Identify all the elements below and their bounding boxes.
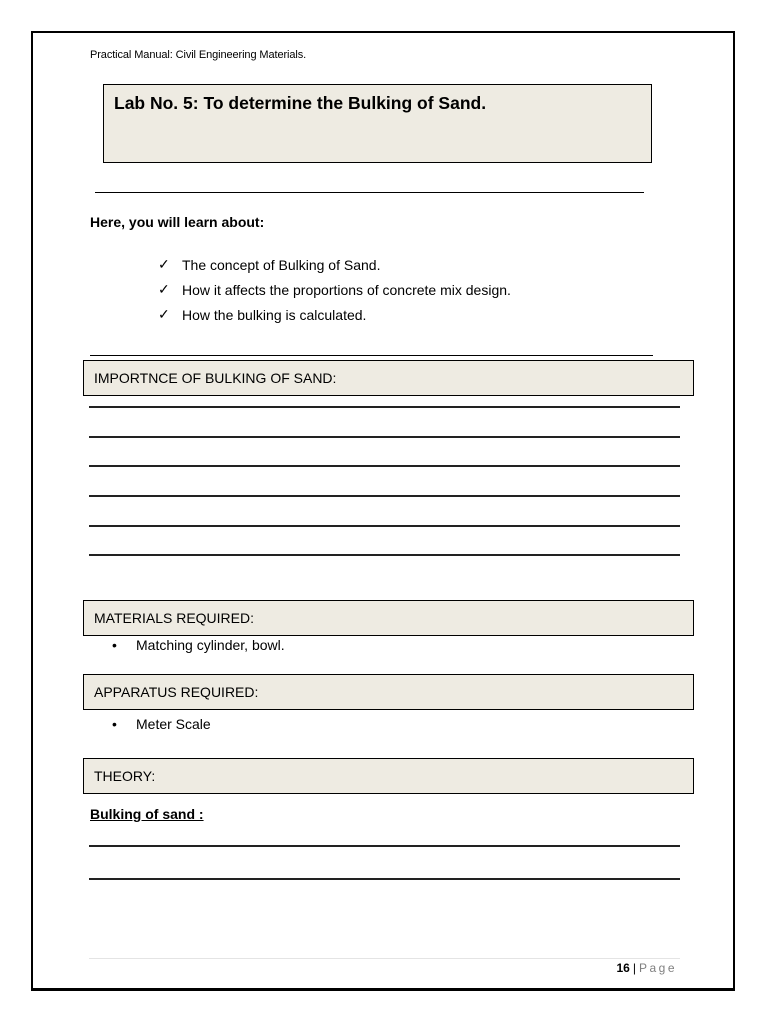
footer-divider xyxy=(89,958,680,959)
checkmark-icon: ✓ xyxy=(158,281,170,297)
list-item xyxy=(158,277,511,302)
lab-title: Lab No. 5: To determine the Bulking of Sand. xyxy=(114,93,487,113)
answer-line[interactable] xyxy=(89,845,680,847)
importance-heading: IMPORTNCE OF BULKING OF SAND: xyxy=(83,360,694,396)
answer-line[interactable] xyxy=(89,495,680,497)
apparatus-item-text: Meter Scale xyxy=(136,716,211,732)
learn-heading: Here, you will learn about: xyxy=(90,214,265,230)
list-item xyxy=(158,252,511,277)
materials-item-text: Matching cylinder, bowl. xyxy=(136,637,285,653)
apparatus-item xyxy=(112,716,211,732)
answer-line[interactable] xyxy=(89,436,680,438)
answer-line[interactable] xyxy=(89,525,680,527)
page-label: Page xyxy=(638,961,677,975)
list-item xyxy=(158,302,511,327)
learn-separator xyxy=(90,355,653,356)
answer-line[interactable] xyxy=(89,465,680,467)
learn-list xyxy=(158,252,511,327)
theory-heading: THEORY: xyxy=(83,758,694,794)
bullet-icon: • xyxy=(112,716,117,732)
page-number: 16 xyxy=(616,961,630,975)
bulking-subheading: Bulking of sand : xyxy=(90,806,204,822)
bullet-icon: • xyxy=(112,637,117,653)
apparatus-heading: APPARATUS REQUIRED: xyxy=(83,674,694,710)
running-header: Practical Manual: Civil Engineering Materials. xyxy=(90,49,307,61)
materials-item xyxy=(112,637,285,653)
lab-title-box xyxy=(103,84,652,163)
page-border xyxy=(31,31,735,991)
page-separator: | xyxy=(632,961,636,975)
answer-line[interactable] xyxy=(89,554,680,556)
title-separator xyxy=(95,192,644,193)
page-footer xyxy=(580,961,677,975)
checkmark-icon: ✓ xyxy=(158,306,170,322)
list-item-text: How it affects the proportions of concrete mix design. xyxy=(182,281,511,298)
list-item-text: How the bulking is calculated. xyxy=(182,306,367,323)
list-item-text: The concept of Bulking of Sand. xyxy=(182,256,381,273)
answer-line[interactable] xyxy=(89,878,680,880)
checkmark-icon: ✓ xyxy=(158,256,170,272)
answer-line[interactable] xyxy=(89,406,680,408)
materials-heading: MATERIALS REQUIRED: xyxy=(83,600,694,636)
